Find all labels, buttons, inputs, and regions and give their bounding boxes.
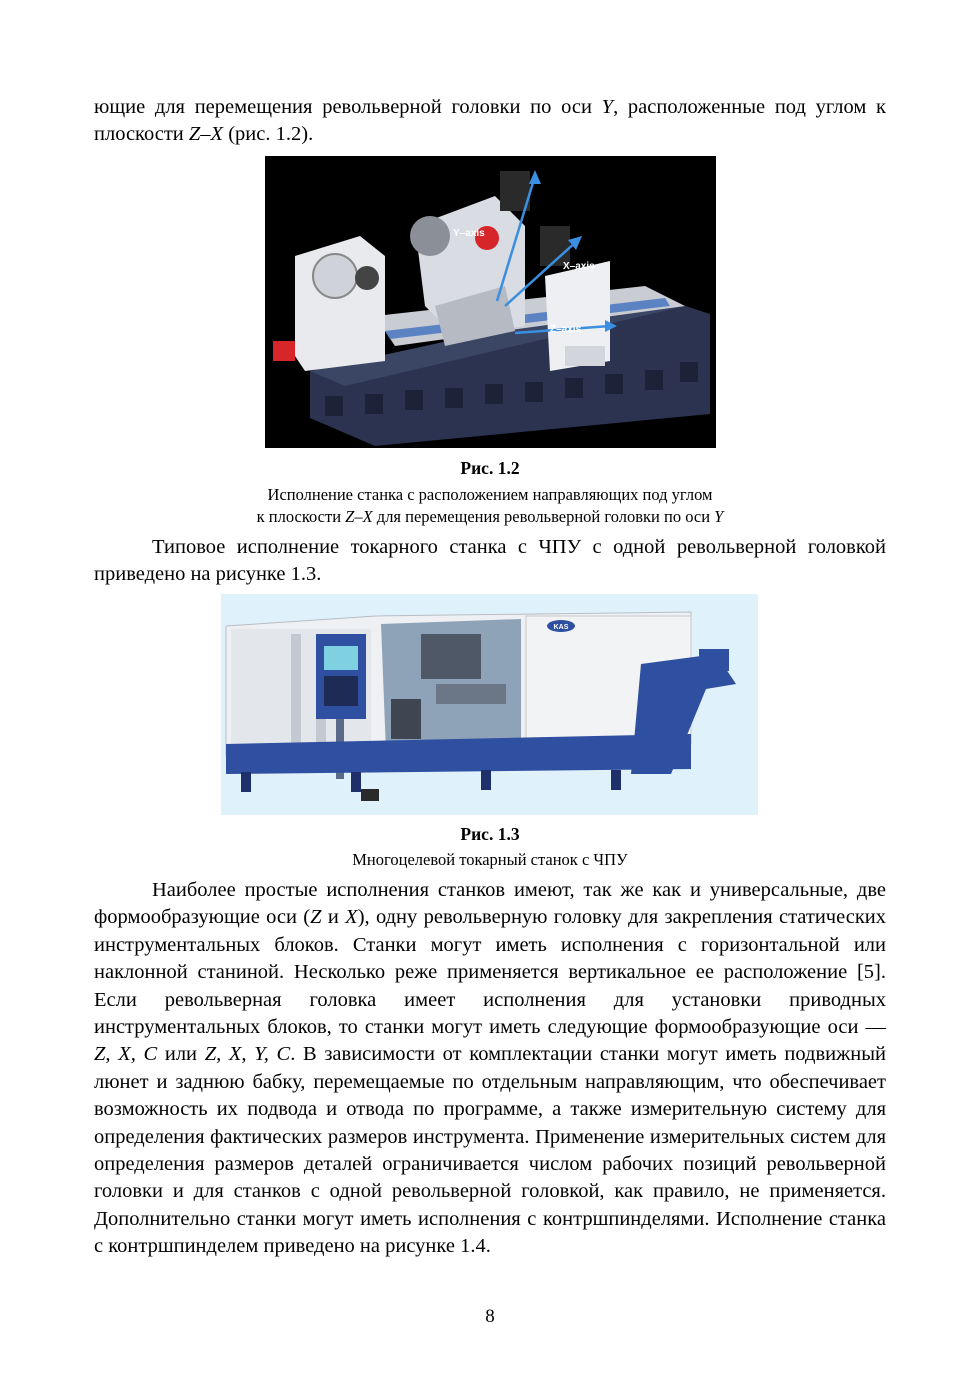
z-axis-label: Z–axis [550, 324, 582, 335]
page-number: 8 [485, 1306, 495, 1327]
figure-1-2-number: Рис. 1.2 [460, 458, 520, 478]
main-paragraph: Наиболее простые исполнения станков имеют, так же как и универсальные, две формообразующие оси (Z и X), одну револьверную головку для закрепления статических инструментальных блоков. Станки могут иметь исполнения с горизонтальной или наклонной станиной. Несколько реже применяется вертикальное ее расположение [5]. Если револьверная головка имеет исполнения для установки приводных инструментальных блоков, то станки могут иметь следующие формообразующие оси — Z, X, C или Z, X, Y, C. В зависимости от комплектации станки могут иметь подвижный люнет и заднюю бабку, перемещаемые по отдельным направляющим, что обеспечивает возможность их подвода и отвода по программе, а также измерительную систему для определения фактических размеров инструмента. Применение измерительных систем для определения размеров деталей ограничивается числом рабочих позиций револьверной головки и для станков с одной револьверной головкой, как правило, не применяется. Дополнительно станки могут иметь исполнения с контршпинделями. Исполнение станка с контршпинделем приведено на рисунке 1.4. [94, 879, 886, 1258]
machine-logo: KAS [553, 624, 569, 631]
figure-1-3-caption: Многоцелевой токарный станок с ЧПУ [352, 850, 628, 869]
figure-1-3-number: Рис. 1.3 [460, 824, 520, 844]
figure-1-2-caption: Исполнение станка с расположением направляющих под углом к плоскости Z–X для перемещения револьверной головки по оси Y [256, 485, 724, 526]
x-axis-label: X–axis [563, 261, 595, 272]
intro-paragraph: ющие для перемещения револьверной головки по оси Y, расположенные под углом к плоскости Z–X (рис. 1.2). [94, 96, 886, 146]
typical-paragraph: Типовое исполнение токарного станка с ЧПУ с одной револьверной головкой приведено на рисунке 1.3. [94, 536, 886, 586]
figure-1-2-image [265, 156, 716, 448]
figure-1-3-image [221, 594, 758, 815]
y-axis-label: Y–axis [453, 228, 485, 239]
